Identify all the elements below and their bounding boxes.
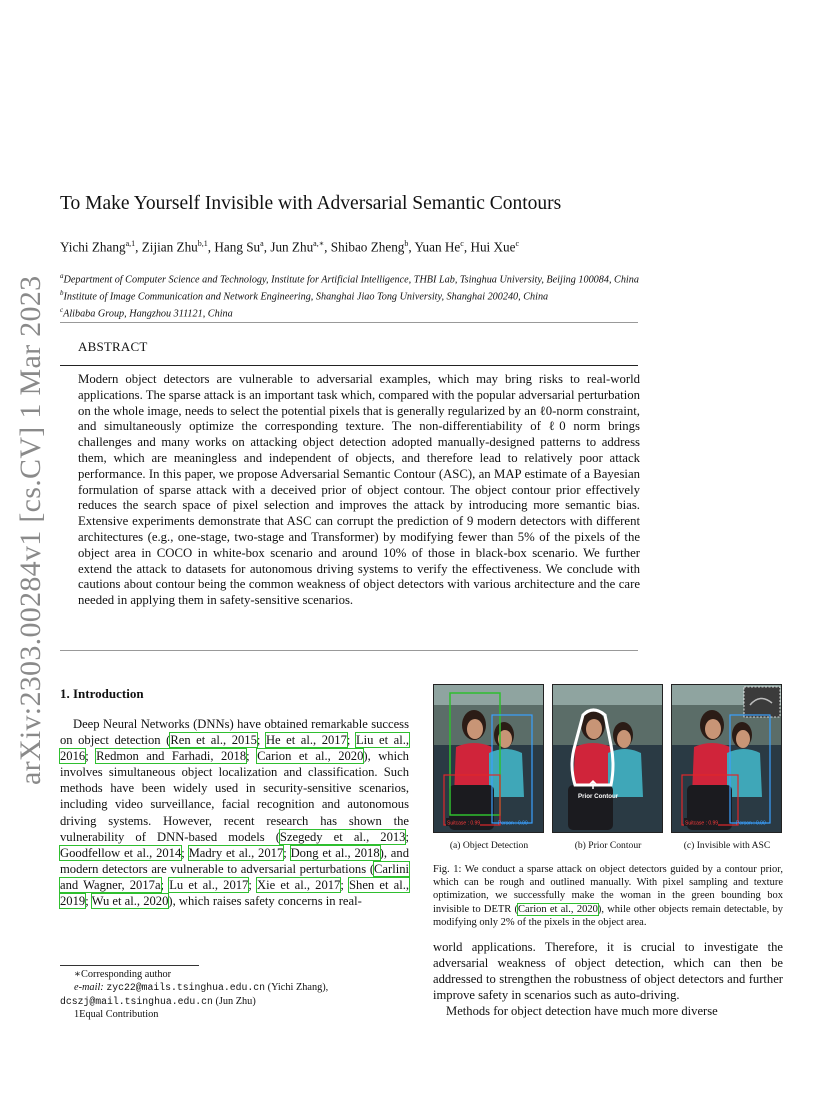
author-name: Jun Zhu [270,239,314,255]
citation-link[interactable]: Dong et al., 2018 [290,845,380,860]
panel-caption: (c) Invisible with ASC [683,840,771,851]
paragraph: world applications. Therefore, it is crucial to investigate the adversarial weakness of object detection, which can then be addressed to strengthen the robustness of object detectors and further improve safety in scenarios such as auto-driving. [433,940,783,1003]
detection-label: Person : 0.99 [736,820,766,827]
photo-illustration [672,685,782,833]
intro-paragraph: Deep Neural Networks (DNNs) have obtained remarkable success on object detection (Ren et al., 2015; He et al., 2017; Liu et al., 2016; Redmon and Farhadi, 2018; Carion et al., 2020), which involves simultaneous object localization and classification. Such methods have been widely used in security-sensitive scenarios, including video surveillance, facial recognition and autonomous driving systems. However, recent research has shown the vulnerability of DNN-based models (Szegedy et al., 2013; Goodfellow et al., 2014; Madry et al., 2017; Dong et al., 2018), and modern detectors are vulnerable to adversarial perturbations (Carlini and Wagner, 2017a; Lu et al., 2017; Xie et al., 2017; Shen et al., 2019; Wu et al., 2020), which raises safety concerns in real- [60,717,410,909]
figure-panel-invisible-asc [671,684,782,833]
citation-link[interactable]: Redmon and Farhadi, 2018 [96,749,247,764]
detection-label: Person : 0.99 [498,820,528,827]
paper-title: To Make Yourself Invisible with Adversarial Semantic Contours [60,193,562,214]
citation-link[interactable]: Szegedy et al., 2013 [279,829,406,844]
footnote-corresponding: ∗Corresponding author [74,969,172,980]
author-affiliation-mark: b,1 [197,239,208,248]
author-affiliation-mark: c [460,239,464,248]
abstract-text: Modern object detectors are vulnerable to adversarial examples, which may bring risks to real-world applications. The sparse attack is an important task which, compared with the popular adversarial perturbation on the whole image, needs to select the potential pixels that is generally regularized by an ℓ0-norm constraint, and simultaneously optimize the corresponding texture. The non-differentiability of ℓ0 norm brings challenges and many works on attacking object detection adopted manually-designed patterns to address them, which are meaningless and independent of objects, and therefore lead to relatively poor attack performance. In this paper, we propose Adversarial Semantic Contour (ASC), an MAP estimate of a Bayesian formulation of sparse attack with a deceived prior of object contour. The object contour prior effectively reduces the search space of pixel selection and improves the attack by introducing more semantic bias. Extensive experiments demonstrate that ASC can corrupt the prediction of 9 modern detectors with different architectures (e.g., one-stage, two-stage and Transformer) by modifying fewer than 5% of the pixels of the object area in COCO in white-box scenario and around 10% of those in black-box scenario. We further extend the attack to datasets for autonomous driving systems to verify the effectiveness. We conclude with cautions about contour being the common weakness of object detectors with various architecture and the care needed in applying them in safety-sensitive scenarios. [78,372,641,608]
divider [60,322,638,323]
panel-caption: (a) Object Detection [449,840,529,851]
detection-label: Suitcase : 0.99 [447,820,481,827]
author-affiliation-mark: c [515,239,520,248]
author-affiliation-mark: a [260,239,264,248]
author-name: Shibao Zheng [330,239,405,255]
citation-link[interactable]: Lu et al., 2017 [169,877,249,892]
figure-panel-object-detection [433,684,544,833]
divider [60,365,638,366]
citation-link[interactable]: Liu et al., 2016 [60,733,409,764]
figure-caption: Fig. 1: We conduct a sparse attack on object detectors guided by a contour prior, which can be rough and outlined manually. With pixel sampling and texture optimization, we successfully make the woman in the green bounding box invisible to DETR (Carion et al., 2020), while other objects remain detectable, by modifying only 2% of the pixels in the object area. [433,864,784,928]
citation-link[interactable]: Carlini and Wagner, 2017a [60,861,409,892]
contour-label: Prior Contour [578,793,619,800]
citation-link[interactable]: Carion et al., 2020 [257,749,364,764]
author-name: Hang Su [214,239,261,255]
figure-panel-prior-contour [552,684,663,833]
citation-link[interactable]: Madry et al., 2017 [188,845,284,860]
affiliation-line: $^b$Institute of Image Communication and Network Engineering, Shanghai Jiao Tong University, Shanghai 200240, China [60,288,549,303]
citation-link[interactable]: Carion et al., 2020 [518,903,598,915]
email-link[interactable]: zyc22@mails.tsinghua.edu.cn [106,982,266,994]
author-affiliation-mark: b [404,239,409,248]
footnote-divider [60,965,199,966]
citation-link[interactable]: He et al., 2017 [265,733,347,748]
author-name: Yichi Zhang [60,239,126,255]
right-column-text [433,939,783,1019]
divider [60,650,638,651]
arxiv-identifier: arXiv:2303.00284v1 [cs.CV] 1 Mar 2023 [14,275,47,785]
citation-link[interactable]: Wu et al., 2020 [91,894,169,909]
photo-illustration [553,685,663,833]
citation-link[interactable]: Xie et al., 2017 [257,877,341,892]
author-name: Zijian Zhu [141,239,198,255]
citation-link[interactable]: Ren et al., 2015 [170,733,257,748]
footnotes [60,968,410,1022]
photo-illustration [434,685,544,833]
email-link[interactable]: dcszj@mail.tsinghua.edu.cn [60,995,213,1007]
panel-caption: (b) Prior Contour [574,840,642,851]
affiliation-line: $^c$Alibaba Group, Hangzhou 311121, China [60,305,233,320]
paragraph: Methods for object detection have much more diverse [446,1004,718,1019]
footnote-email: e-mail: zyc22@mails.tsinghua.edu.cn (Yichi Zhang), [74,982,329,994]
author-name: Yuan He [414,239,461,255]
author-list: Yichi Zhang$^{a,1}$, Zijian Zhu$^{b,1}$, Hang Su$^a$, Jun Zhu$^{a,∗}$, Shibao Zheng$^b$, Yuan He$^c$, Hui Xue$^c$ [60,239,520,255]
section-heading: 1. Introduction [60,686,144,701]
author-name: Hui Xue [470,239,516,255]
author-affiliation-mark: a,1 [125,239,136,248]
detection-label: Suitcase : 0.99 [685,820,719,827]
footnote-equal: 1Equal Contribution [74,1009,159,1021]
affiliation-list [60,270,639,321]
affiliation-line: $^a$Department of Computer Science and Technology, Institute for Artificial Intelligence, THBI Lab, Tsinghua University, Beijing 100084, China [60,272,639,286]
author-affiliation-mark: a,∗ [313,239,325,248]
citation-link[interactable]: Shen et al., 2019 [60,877,410,909]
footnote-email: dcszj@mail.tsinghua.edu.cn (Jun Zhu) [60,995,256,1007]
abstract-heading: ABSTRACT [78,339,148,354]
citation-link[interactable]: Goodfellow et al., 2014 [60,845,182,860]
